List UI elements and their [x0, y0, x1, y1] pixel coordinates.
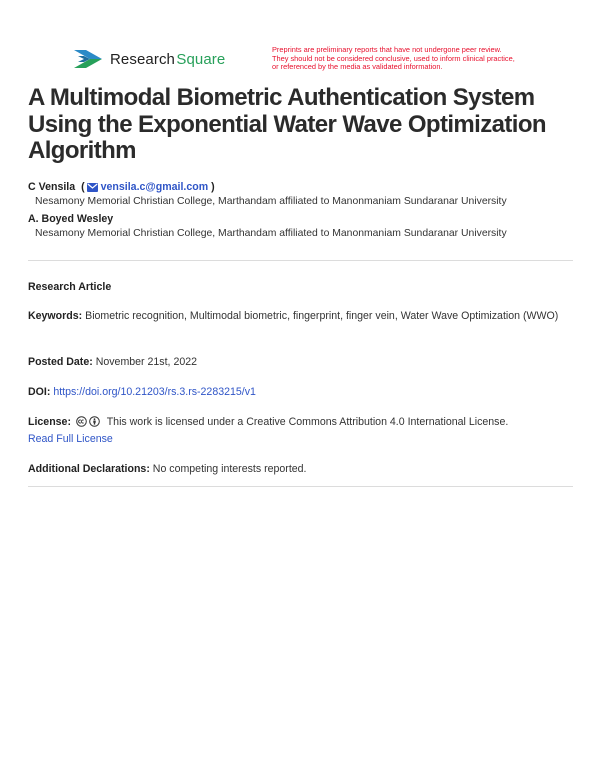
author-email: vensila.c@gmail.com — [100, 181, 209, 193]
by-attribution-icon — [89, 416, 100, 427]
read-full-license-link[interactable]: Read Full License — [28, 432, 113, 445]
doi-label: DOI: — [28, 386, 51, 398]
divider — [28, 260, 573, 261]
author-2 — [28, 212, 578, 226]
brand-word-square: Square — [176, 50, 226, 68]
additional-declarations — [28, 461, 573, 478]
posted-date-value: November 21st, 2022 — [95, 356, 198, 368]
research-square-logo[interactable] — [74, 48, 225, 70]
posted-date-label: Posted Date: — [28, 356, 93, 368]
article-type-value: Research Article — [28, 281, 112, 293]
envelope-icon — [87, 183, 98, 192]
brand-word-research: Research — [110, 50, 175, 68]
doi-link[interactable]: https://doi.org/10.21203/rs.3.rs-2283215/v1 — [53, 386, 256, 398]
keywords-value: Biometric recognition, Multimodal biometric, fingerprint, finger vein, Water Wave Optimization (WWO) — [85, 310, 559, 322]
research-square-logo-icon — [74, 48, 102, 70]
article-type — [28, 279, 573, 296]
author-email-link[interactable] — [85, 181, 208, 193]
author-1 — [28, 180, 578, 194]
license — [28, 414, 573, 447]
author-name: C Vensila — [28, 181, 76, 193]
notice-line: Preprints are preliminary reports that have not undergone peer review. — [272, 45, 502, 54]
paper-title: A Multimodal Biometric Authentication System Using the Exponential Water Wave Optimization Algorithm — [28, 84, 546, 164]
brand-name — [110, 51, 225, 68]
close-paren: ) — [208, 181, 215, 193]
keywords — [28, 308, 573, 325]
keywords-label: Keywords: — [28, 310, 83, 322]
declarations-value: No competing interests reported. — [152, 463, 307, 475]
author-name: A. Boyed Wesley — [28, 213, 114, 225]
posted-date — [28, 354, 573, 371]
page-header — [0, 0, 600, 78]
license-text: This work is licensed under a Creative Commons Attribution 4.0 International License. — [106, 416, 509, 428]
author-affiliation: Nesamony Memorial Christian College, Marthandam affiliated to Manonmaniam Sundaranar University — [35, 228, 507, 239]
preprint-notice — [272, 46, 572, 72]
doi — [28, 384, 573, 401]
cc-license-icons — [76, 416, 102, 427]
author-list — [28, 180, 578, 241]
divider — [28, 486, 573, 487]
declarations-label: Additional Declarations: — [28, 463, 150, 475]
notice-line: They should not be considered conclusive, used to inform clinical practice, — [272, 53, 515, 63]
cc-icon — [76, 416, 87, 427]
author-affiliation: Nesamony Memorial Christian College, Marthandam affiliated to Manonmaniam Sundaranar University — [35, 196, 507, 207]
notice-line: or referenced by the media as validated information. — [272, 62, 443, 72]
open-paren: ( — [81, 181, 85, 193]
license-label: License: — [28, 416, 71, 428]
